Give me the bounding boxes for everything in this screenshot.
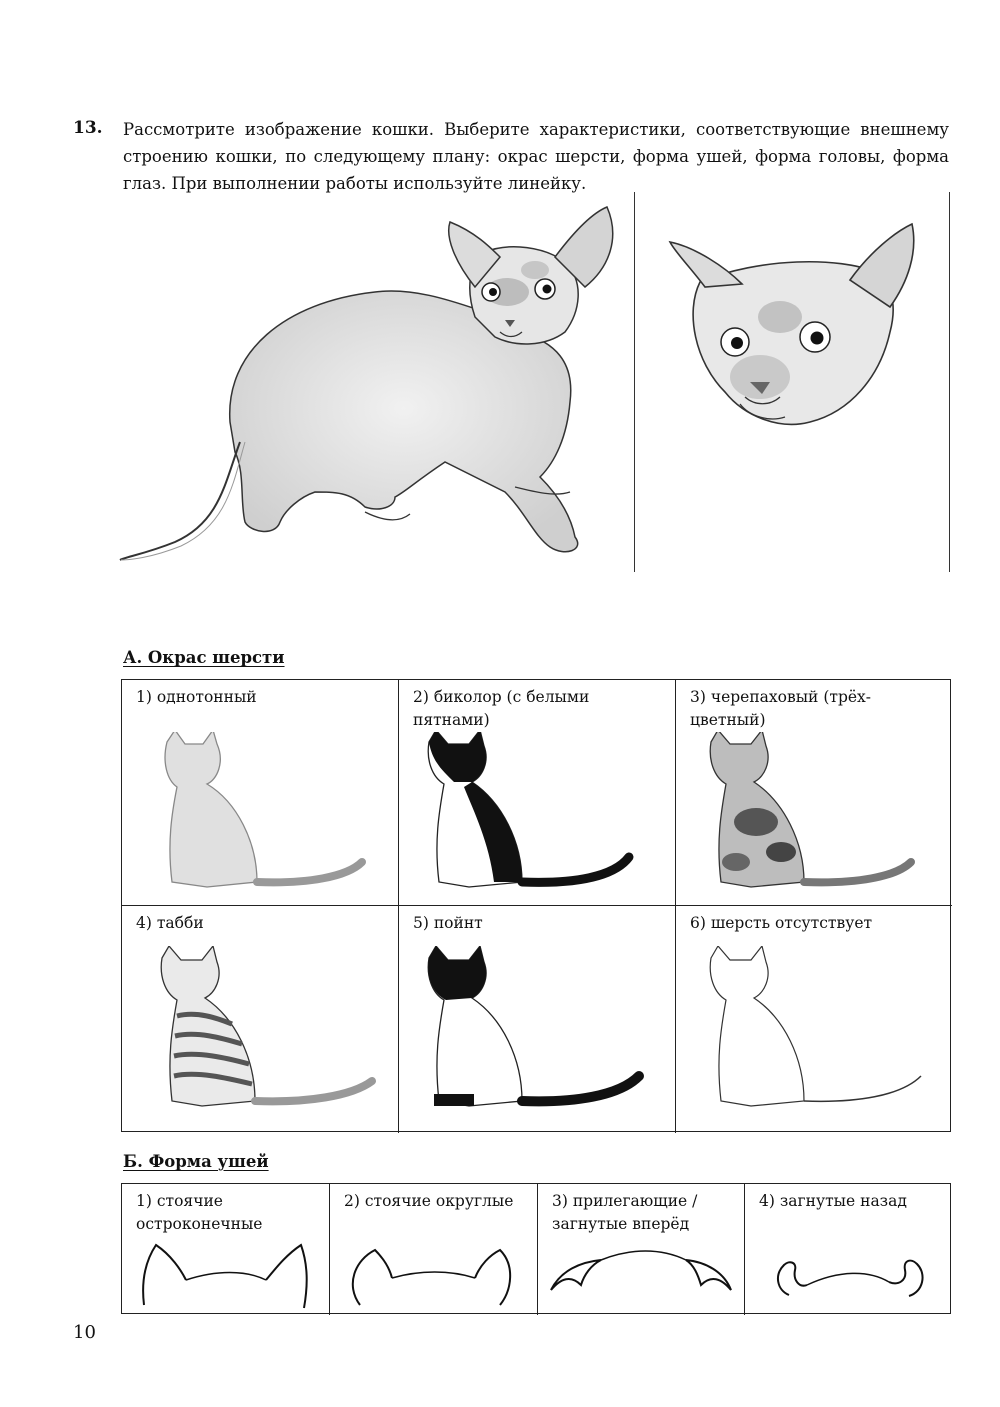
illustration-divider bbox=[634, 192, 635, 572]
point-cat-icon bbox=[414, 946, 654, 1121]
coat-option-tabby bbox=[122, 906, 399, 1133]
coat-option-label: 3) черепаховый (трёх-цветный) bbox=[690, 688, 872, 729]
ear-option-label: 2) стоячие округлые bbox=[344, 1192, 514, 1210]
illustration-frame-edge bbox=[949, 192, 950, 572]
coat-option-label: 1) однотонный bbox=[136, 688, 257, 706]
coat-option-label: 6) шерсть отсутствует bbox=[690, 914, 873, 932]
section-a-title: А. Окрас шерсти bbox=[123, 648, 285, 667]
tortoiseshell-cat-icon bbox=[696, 732, 926, 902]
section-b-title: Б. Форма ушей bbox=[123, 1152, 269, 1171]
coat-option-label: 5) пойнт bbox=[413, 914, 483, 932]
sphynx-cat-illustration bbox=[115, 192, 635, 572]
folded-forward-ears-icon bbox=[546, 1240, 736, 1310]
ear-option-folded-forward bbox=[538, 1184, 745, 1315]
tabby-cat-icon bbox=[147, 946, 387, 1121]
ear-option-label: 4) загнутые назад bbox=[759, 1192, 907, 1210]
question-text: Рассмотрите изображение кошки. Выберите характеристики, соответствующие внешнему строению кошки, по следующему плану: окрас шерсти, форма ушей, форма головы, форма глаз. При выполнении работы используйте линейку. bbox=[123, 120, 949, 193]
hairless-cat-icon bbox=[696, 946, 936, 1121]
ear-option-curled-back bbox=[745, 1184, 952, 1315]
coat-option-label: 2) биколор (с белыми пятнами) bbox=[413, 688, 590, 729]
coat-option-label: 4) табби bbox=[136, 914, 204, 932]
coat-option-solid bbox=[122, 680, 399, 906]
ear-option-label: 1) стоячие остроконечные bbox=[136, 1192, 263, 1233]
coat-option-point bbox=[399, 906, 676, 1133]
ear-shape-grid bbox=[121, 1183, 951, 1314]
solid-cat-icon bbox=[147, 732, 377, 902]
coat-option-hairless bbox=[676, 906, 952, 1133]
ear-option-label: 3) прилегающие / загнутые вперёд bbox=[552, 1192, 698, 1233]
erect-pointed-ears-icon bbox=[136, 1240, 316, 1310]
curled-back-ears-icon bbox=[759, 1240, 939, 1310]
erect-rounded-ears-icon bbox=[340, 1240, 520, 1310]
question-number: 13. bbox=[73, 118, 103, 138]
coat-color-grid bbox=[121, 679, 951, 1132]
bicolor-cat-icon bbox=[414, 732, 644, 902]
sphynx-cat-head-illustration bbox=[650, 192, 945, 572]
ear-option-erect-pointed bbox=[122, 1184, 330, 1315]
coat-option-tortoiseshell bbox=[676, 680, 952, 906]
coat-option-bicolor bbox=[399, 680, 676, 906]
page-number: 10 bbox=[73, 1322, 96, 1343]
ear-option-erect-rounded bbox=[330, 1184, 538, 1315]
